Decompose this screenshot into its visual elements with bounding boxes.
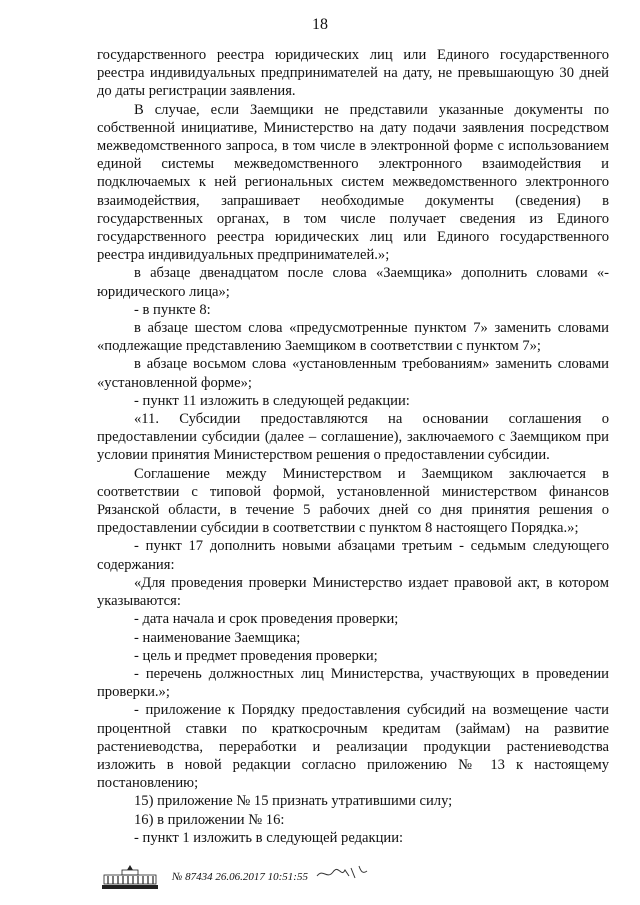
- paragraph: В случае, если Заемщики не представили указанные документы по собственной инициативе, Министерство на дату подачи заявления посредством межведомственного запроса, в том числе в электронной форме с использованием единой системы межведомственного электронного взаимодействия и подключаемых к ней региональных систем межведомственного электронного взаимодействия, запрашивает необходимые документы (сведения) в государственных органах, в том числе получает сведения из Единого государственного реестра юридических лиц или Единого государственного реестра индивидуальных предпринимателей.»;: [97, 101, 609, 264]
- paragraph: - пункт 11 изложить в следующей редакции:: [134, 392, 410, 409]
- paragraph: - приложение к Порядку предоставления субсидий на возмещение части процентной ставки по краткосрочным кредитам (займам) на развитие растениеводства, переработки и реализации продукции растениеводства изложить в новой редакции согласно приложению № 13 к настоящему постановлению;: [97, 702, 609, 792]
- paragraph: - дата начала и срок проведения проверки;: [134, 611, 399, 628]
- paragraph: в абзаце шестом слова «предусмотренные пунктом 7» заменить словами «подлежащие представлению Заемщиком в соответствии с пунктом 7»;: [97, 320, 609, 355]
- paragraph: государственного реестра юридических лиц или Единого государственного реестра индивидуальных предпринимателей на дату, не превышающую 30 дней до даты регистрации заявления.: [97, 47, 609, 100]
- footer: [100, 862, 540, 892]
- paragraph: 15) приложение № 15 признать утратившими силу;: [134, 793, 453, 810]
- paragraph: - перечень должностных лиц Министерства, участвующих в проведении проверки.»;: [97, 665, 609, 701]
- paragraph: «11. Субсидии предоставляются на основании соглашения о предоставлении субсидии (далее – соглашение), заключаемого с Заемщиком при условии принятия Министерством решения о предоставлении субсидии.: [97, 411, 609, 464]
- paragraph: - пункт 17 дополнить новыми абзацами третьим - седьмым следующего содержания:: [97, 538, 609, 573]
- paragraph: - наименование Заемщика;: [134, 629, 301, 646]
- paragraph: «Для проведения проверки Министерство издает правовой акт, в котором указываются:: [97, 574, 609, 610]
- building-logo-icon: [100, 862, 160, 892]
- document-body: [97, 46, 609, 847]
- paragraph: в абзаце восьмом слова «установленным требованиям» заменить словами «установленной форме»;: [97, 356, 609, 391]
- paragraph: - в пункте 8:: [134, 301, 211, 318]
- paragraph: - пункт 1 изложить в следующей редакции:: [134, 829, 404, 846]
- paragraph: Соглашение между Министерством и Заемщиком заключается в соответствии с типовой формой, установленной министерством финансов Рязанской области, в течение 5 рабочих дней со дня принятия решения о предоставлении субсидии в соответствии с пунктом 8 настоящего Порядка.»;: [97, 465, 609, 537]
- document-stamp: № 87434 26.06.2017 10:51:55: [172, 871, 308, 883]
- paragraph: 16) в приложении № 16:: [134, 811, 285, 828]
- signature-icon: [315, 862, 375, 884]
- page-number: 18: [312, 16, 328, 33]
- paragraph: - цель и предмет проведения проверки;: [134, 647, 378, 664]
- paragraph: в абзаце двенадцатом после слова «Заемщика» дополнить словами «- юридического лица»;: [97, 265, 609, 300]
